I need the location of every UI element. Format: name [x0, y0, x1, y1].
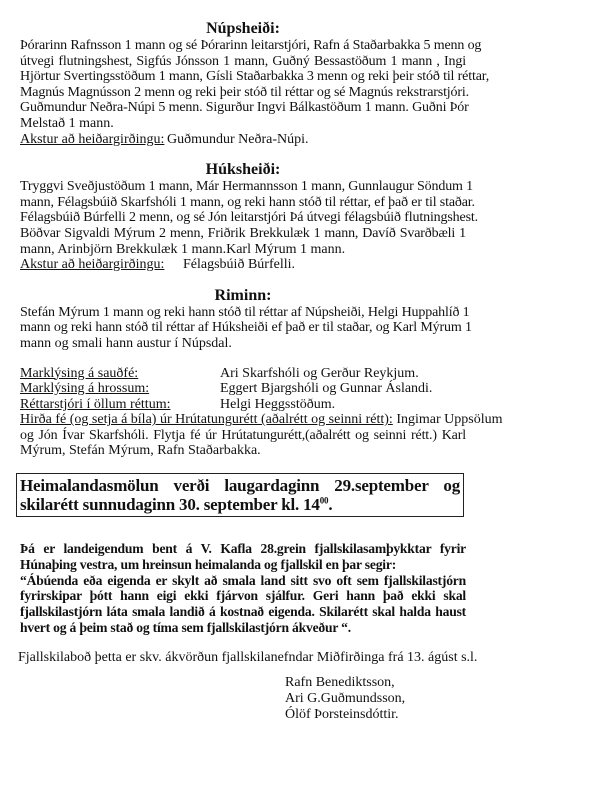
assignments-list: [20, 365, 503, 460]
assignment-label: Marklýsing á hrossum:: [20, 381, 150, 397]
assignment-row: [20, 397, 466, 413]
text-line: mann, Félagsbúið Skarfshóli 1 mann, og reki hann stóð til réttar, ef það er til staðar.: [20, 194, 475, 210]
time-superscript: 00: [319, 495, 329, 506]
text-line: Böðvar Sigvaldi Mýrum 2 menn, Friðrik Brekkulæk 1 mann, Davíð Svarðbæli 1: [20, 225, 466, 241]
signature-name: Ari G.Guðmundsson,: [285, 691, 406, 707]
signature-block: [285, 675, 466, 722]
drive-value: Félagsbúið Búrfelli.: [183, 257, 295, 273]
text-line: Guðmundur Neðra-Núpi 5 menn. Sigurður Ingvi Bálkastöðum 1 mann. Guðni Þór: [20, 100, 469, 116]
drive-row: [20, 132, 466, 148]
text-line: Melstað 1 mann.: [20, 115, 114, 131]
hirda-first-tail: Ingimar Uppsölum: [392, 412, 503, 428]
announcement-line-2: [20, 495, 460, 514]
text-line: Þórarinn Rafnsson 1 mann og sé Þórarinn leitarstjóri, Rafn á Staðarbakka 5 menn og: [20, 38, 482, 53]
notice-line: fjallskilastjórn láta smala landið á kostnað eigenda. Skilarétt skal halda haust: [20, 604, 466, 620]
drive-row: [20, 257, 466, 273]
assignment-label: Marklýsing á sauðfé:: [20, 365, 139, 381]
text-line: mann og smali hann austur í Núpsdal.: [20, 335, 232, 351]
hirda-label: Hirða fé (og setja á bíla) úr Hrútatungurétt (aðalrétt og seinni rétt):: [20, 412, 393, 428]
notice-paragraph: [20, 541, 466, 636]
assignment-label: Réttarstjóri í öllum réttum:: [20, 396, 171, 412]
text-line: útvegi flutningshest, Sigfús Jónsson 1 mann, Guðný Bessastöðum 1 mann , Ingi: [20, 53, 466, 69]
assignment-row: [20, 366, 466, 382]
announcement-period: .: [328, 495, 333, 515]
signature-name: Ólöf Þorsteinsdóttir.: [285, 706, 399, 722]
hirda-first-line: [20, 412, 503, 428]
text-line: Hjörtur Svertingsstöðum 1 mann, Gísli Staðarbakka 3 menn og reki þeir stóð til réttar,: [20, 69, 490, 85]
section-huksheidi: [20, 161, 478, 273]
notice-line: hvert og á þeim stað og tíma sem fjallskilastjórn ákveður “.: [20, 620, 351, 636]
drive-label: Akstur að heiðargirðingu:: [20, 131, 165, 147]
assignment-value: Ari Skarfshóli og Gerður Reykjum.: [220, 365, 419, 381]
text-line: Tryggvi Sveðjustöðum 1 mann, Már Hermannsson 1 mann, Gunnlaugur Söndum 1: [20, 179, 473, 195]
notice-line: fyrirskipar þótt hann eigi ekki fjárvon sjálfur. Geri hann það ekki skal: [20, 588, 466, 604]
section-riminn: [20, 286, 472, 352]
spacer: [20, 636, 466, 650]
text-line: mann, Arinbjörn Brekkulæk 1 mann.Karl Mýrum 1 mann.: [20, 241, 346, 257]
text-line: Stefán Mýrum 1 mann og reki hann stóð til réttar af Núpsheiði, Helgi Huppahlíð 1: [20, 304, 470, 320]
notice-line: Húnaþing vestra, um hreinsun heimalanda og fjallskil en þar segir:: [20, 556, 397, 572]
text-line: mann og reki hann stóð til réttar af Húksheiði ef það er til staðar, og Karl Mýrum 1: [20, 320, 472, 336]
section-title: Riminn:: [214, 286, 272, 304]
announcement-box: [16, 473, 464, 517]
assignment-value: Helgi Heggsstöðum.: [220, 396, 336, 412]
text-line: Félagsbúið Búrfelli 2 menn, og sé Jón leitarstjóri Þá útvegi félagsbúið flutningshest.: [20, 210, 478, 226]
spacer: [20, 531, 466, 541]
notice-line: Þá er landeigendum bent á V. Kafla 28.grein fjallskilasamþykktar fyrir: [20, 541, 466, 557]
drive-label: Akstur að heiðargirðingu:: [20, 257, 165, 273]
assignment-value: Eggert Bjargshóli og Gunnar Áslandi.: [220, 381, 433, 397]
signature-name: Rafn Benediktsson,: [285, 675, 395, 691]
announcement-text: skilarétt sunnudaginn 30. september kl. 14: [20, 495, 320, 515]
announcement-line: Heimalandasmölun verði laugardaginn 29.september og: [20, 476, 460, 496]
spacer: [20, 147, 466, 161]
assignment-row: [20, 381, 466, 397]
spacer: [20, 273, 466, 287]
spacer: [20, 665, 466, 675]
footer-note: Fjallskilaboð þetta er skv. ákvörðun fjallskilanefndar Miðfirðinga frá 13. ágúst s.l.: [18, 649, 478, 665]
section-title: Núpsheiði:: [206, 20, 280, 37]
text-line: og Jón Ívar Skarfshóli. Flytja fé úr Hrútatungurétt,(aðalrétt og seinni rétt.) Karl: [20, 427, 466, 443]
section-title: Húksheiði:: [205, 161, 281, 179]
text-line: Magnús Magnússon 2 menn og reki þeir stóð til réttar og sé Magnús rekstrarstjóri.: [20, 84, 469, 100]
drive-value: Guðmundur Neðra-Núpi.: [167, 131, 309, 147]
spacer: [20, 517, 466, 531]
section-nupsheidi: [20, 20, 490, 147]
notice-line: “Ábúenda eða eigenda er skylt að smala land sitt svo oft sem fjallskilastjórn: [20, 572, 466, 588]
text-line: Mýrum, Stefán Mýrum, Rafn Staðarbakka.: [20, 443, 261, 459]
spacer: [20, 352, 466, 366]
